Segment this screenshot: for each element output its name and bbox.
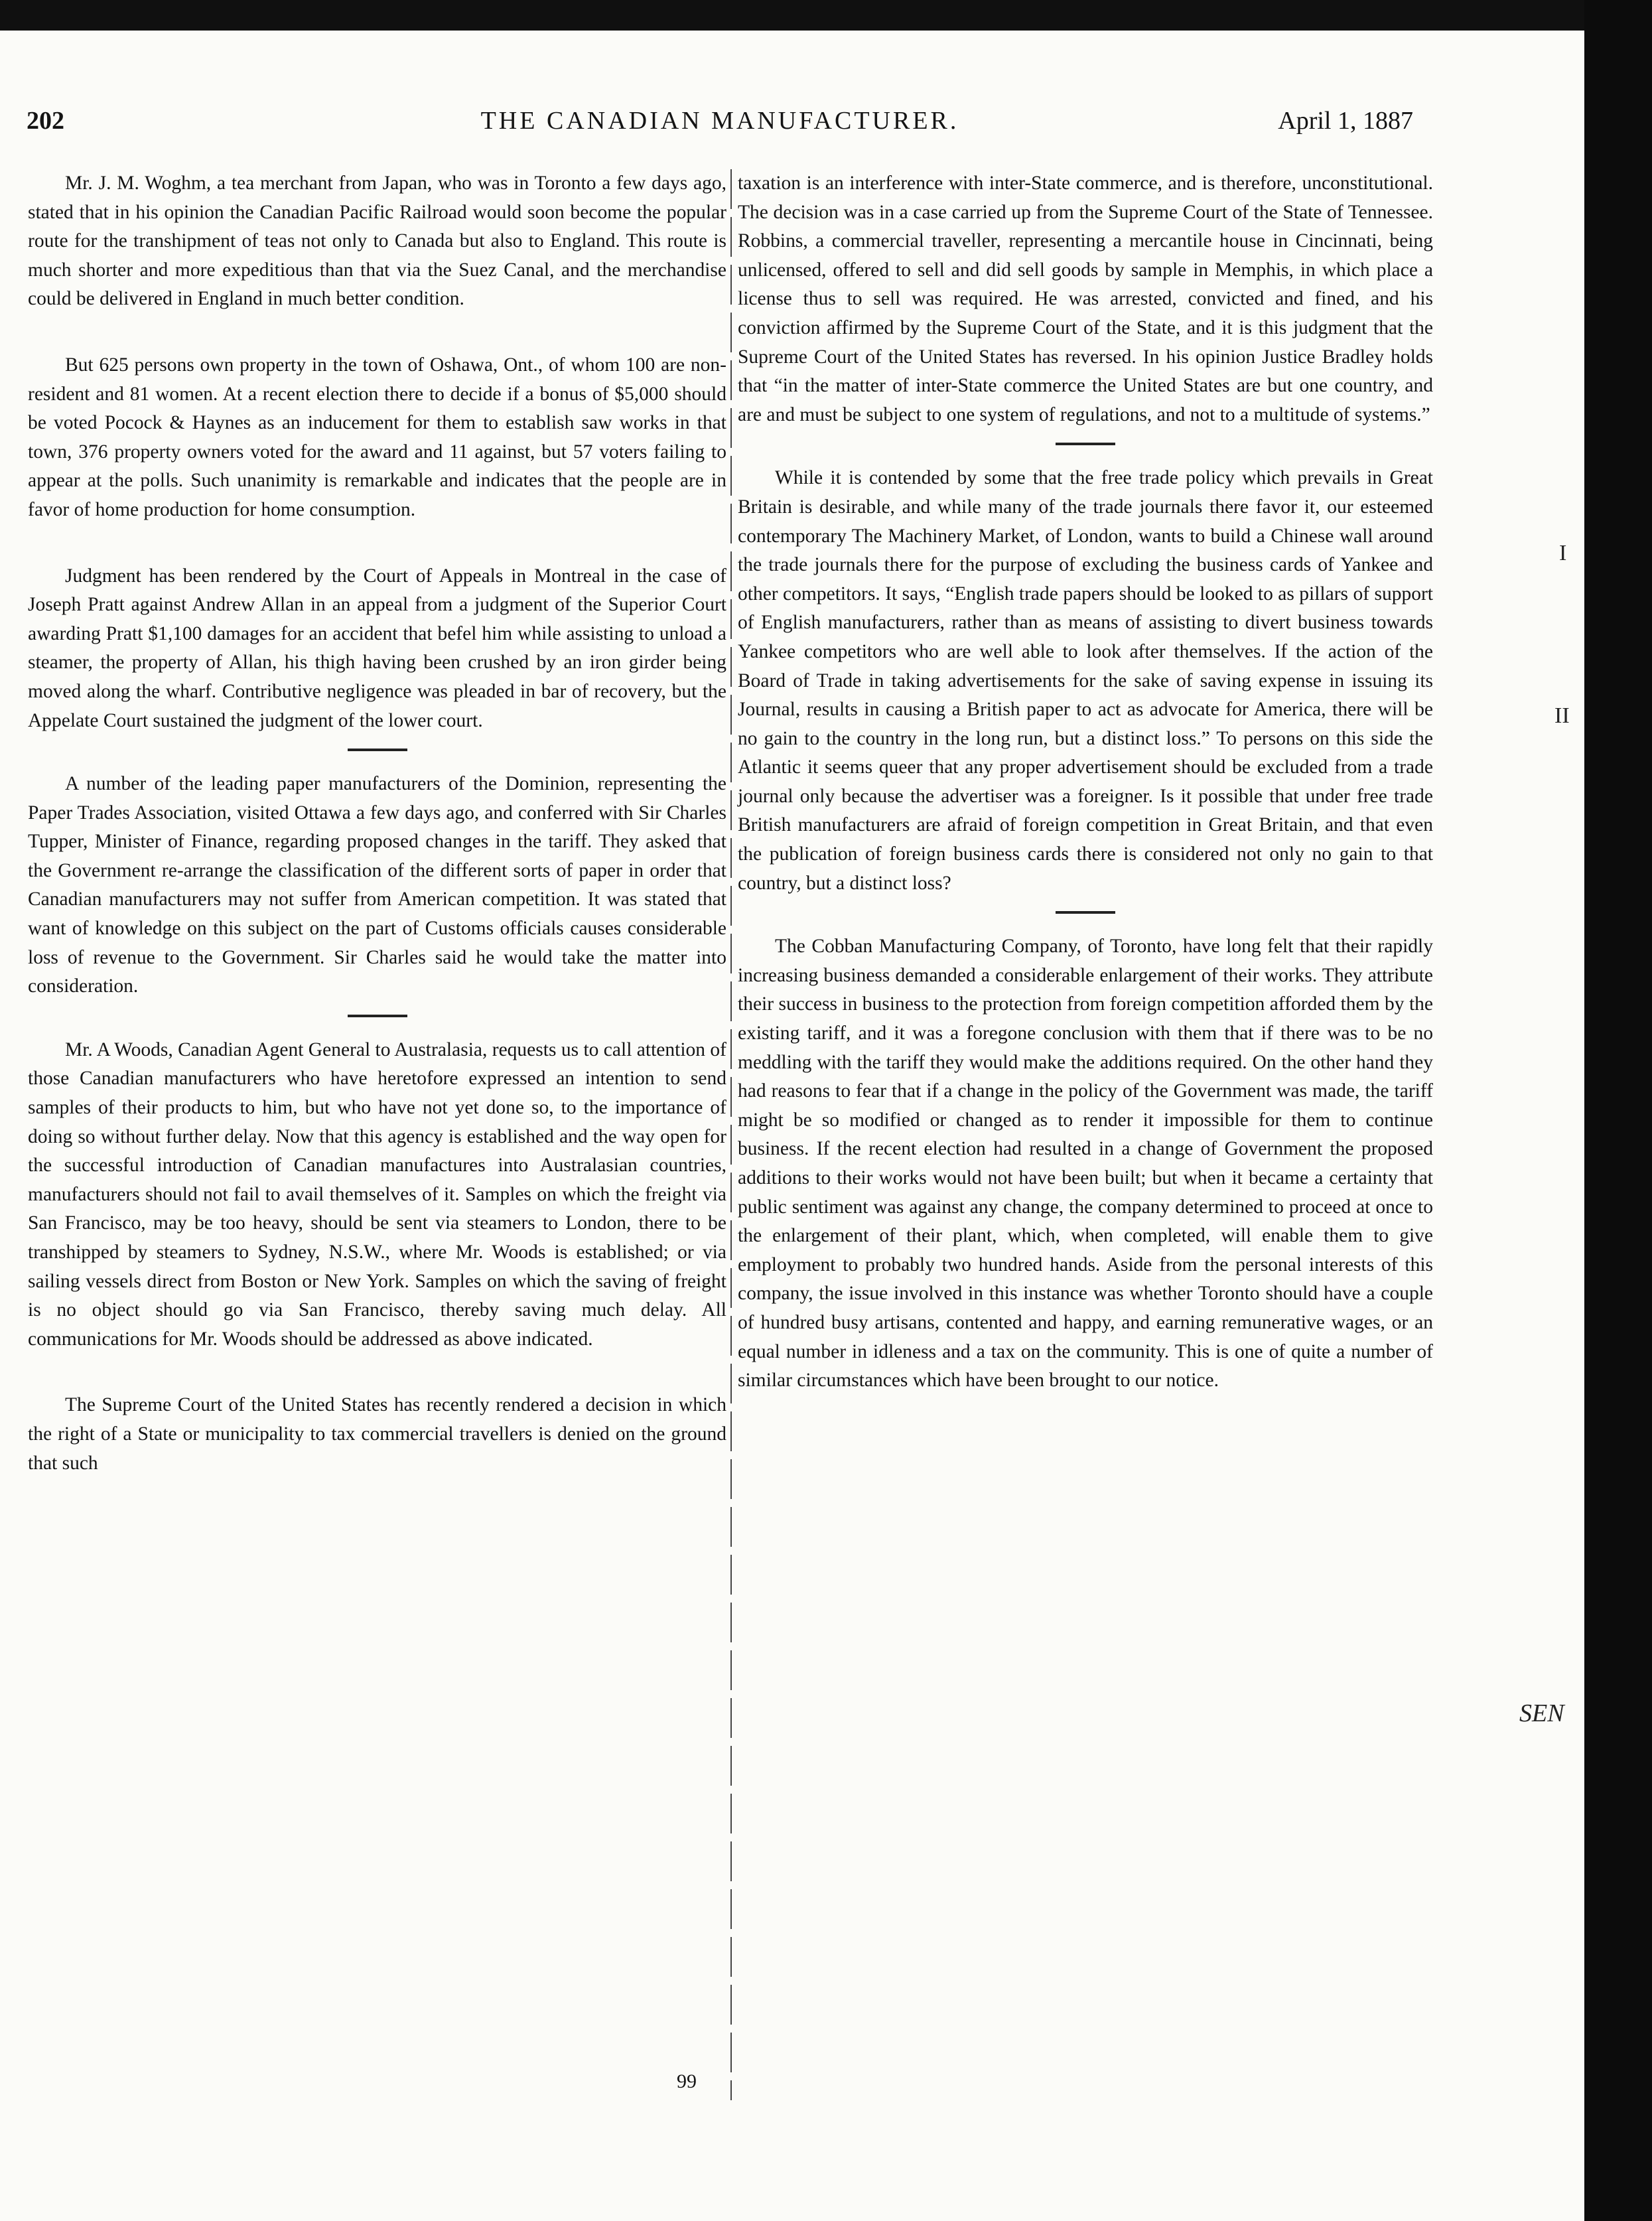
page-number: 202 bbox=[27, 107, 64, 135]
left-column bbox=[28, 169, 726, 1478]
scan-top-border bbox=[0, 0, 1652, 31]
margin-mark: I bbox=[1559, 541, 1567, 565]
folio-number: 99 bbox=[677, 2070, 697, 2092]
article-woghm-tea: Mr. J. M. Woghm, a tea merchant from Japan, who was in Toronto a few days ago, stated that in his opinion the Canadian Pacific Railroad would soon become the popular route for the transhipment of teas not only to Canada but also to England. This route is much shorter and more expeditious than that via the Suez Canal, and the merchandise could be delivered in England in much better condition. bbox=[28, 173, 726, 310]
issue-date: April 1, 1887 bbox=[1278, 107, 1413, 135]
article-woods-australasia: Mr. A Woods, Canadian Agent General to Australasia, requests us to call attention of those Canadian manufacturers who have heretofore expressed an intention to send samples of their products to him, but who have not yet done so, to the importance of doing so without further delay. Now that this agency is established and the way open for the successful introduction of Canadian manufactures into Australasian countries, manufacturers should not fail to avail themselves of it. Samples on which the freight via San Francisco, may be too heavy, should be sent via steamers to London, there to be transhipped by steamers to Sydney, N.S.W., where Mr. Woods is established; or via sailing vessels direct from Boston or New York. Samples on which the saving of freight is no object should go via San Francisco, thereby saving much delay. All communications for Mr. Woods should be addressed as above indicated. bbox=[28, 1039, 726, 1350]
article-separator bbox=[1056, 443, 1115, 445]
article-supreme-court: The Supreme Court of the United States has recently rendered a decision in which the right of a State or municipality to tax commercial travellers is denied on the ground that such bbox=[28, 1394, 726, 1474]
right-column bbox=[738, 169, 1433, 1396]
article-oshawa-bonus: But 625 persons own property in the town of Oshawa, Ont., of whom 100 are non-resident and 81 women. At a recent election there to decide if a bonus of $5,000 should be voted Pocock & Haynes as an inducement for them to establish saw works in that town, 376 property owners voted for the award and 11 against, but 57 voters failing to appear at the polls. Such unanimity is remarkable and indicates that the people are in favor of home production for home consumption. bbox=[28, 354, 726, 520]
margin-mark: II bbox=[1554, 703, 1570, 728]
article-free-trade-journals: While it is contended by some that the free trade policy which prevails in Great Britain is desirable, and while many of the trade journals there favor it, our esteemed contemporary The Machinery Market, of London, wants to build a Chinese wall around the trade journals there for the purpose of excluding the business cards of Yankee and other competitors. It says, “English trade papers should be looked to as pillars of support of English manufacturers, rather than as means of assisting to divert business towards Yankee competitors who are well able to look after themselves. If the action of the Board of Trade in taking advertisements for the sake of saving expense in issuing its Journal, results in causing a British paper to act as advocate for America, there will be no gain to the country in the long run, but a distinct loss.” To persons on this side the Atlantic it seems queer that any proper advertisement should be excluded from a trade journal only because the advertiser was a foreigner. Is it possible that under free trade British manufacturers are afraid of foreign competition in Great Britain, and that even the publication of foreign business cards there is considered not only no gain to that country, but a distinct loss? bbox=[738, 467, 1433, 894]
scan-right-border bbox=[1584, 0, 1652, 2221]
article-separator bbox=[348, 749, 407, 751]
journal-title: THE CANADIAN MANUFACTURER. bbox=[480, 107, 959, 135]
article-separator bbox=[1056, 911, 1115, 914]
article-pratt-judgment: Judgment has been rendered by the Court of Appeals in Montreal in the case of Joseph Pratt against Andrew Allan in an appeal from a judgment of the Superior Court awarding Pratt $1,100 damages for an accident that befel him while assisting to unload a steamer, the property of Allan, his thigh having been crushed by an iron girder being moved along the wharf. Contributive negligence was pleaded in bar of recovery, but the Appelate Court sustained the judgment of the lower court. bbox=[28, 565, 726, 731]
article-paper-manufacturers: A number of the leading paper manufacturers of the Dominion, representing the Paper Trades Association, visited Ottawa a few days ago, and conferred with Sir Charles Tupper, Minister of Finance, regarding proposed changes in the tariff. They asked that the Government re-arrange the classification of the different sorts of paper in order that Canadian manufacturers may not suffer from American competition. It was stated that want of knowledge on this subject on the part of Customs officials causes considerable loss of revenue to the Government. Sir Charles said he would take the matter into consideration. bbox=[28, 773, 726, 997]
article-separator bbox=[348, 1015, 407, 1017]
article-supreme-court-continued: taxation is an interference with inter-State commerce, and is therefore, unconstitutional. The decision was in a case carried up from the Supreme Court of the State of Tennessee. Robbins, a commercial traveller, representing a mercantile house in Cincinnati, being unlicensed, offered to sell and did sell goods by sample in Memphis, in which place a license thus to sell was required. He was arrested, convicted and fined, and his conviction affirmed by the Supreme Court of the State, and it is this judgment that the Supreme Court of the United States has reversed. In his opinion Justice Bradley holds that “in the matter of inter-State commerce the United States are but one country, and are and must be subject to one system of regulations, and not to a multitude of systems.” bbox=[738, 173, 1433, 425]
column-divider bbox=[730, 169, 732, 2100]
margin-mark: SEN bbox=[1519, 1699, 1564, 1727]
page-header bbox=[27, 106, 1413, 146]
article-cobban-manufacturing: The Cobban Manufacturing Company, of Toronto, have long felt that their rapidly increasing business demanded a considerable enlargement of their works. They attribute their success in business to the protection from foreign competition afforded them by the existing tariff, and it was a foregone conclusion with them that if there was to be no meddling with the tariff they would make the additions required. On the other hand they had reasons to fear that if a change in the policy of the Government was made, the tariff might be so modified or changed as to render it impossible for them to continue business. If the recent election had resulted in a change of Government the proposed additions to their works would not have been built; but when it became a certainty that public sentiment was against any change, the company determined to proceed at once to the enlargement of their plant, which, when completed, will enable them to give employment to probably two hundred hands. Aside from the personal interests of this company, the issue involved in this instance was whether Toronto should have a couple of hundred busy artisans, contented and happy, and earning remunerative wages, or an equal number in idleness and a tax on the community. This is one of quite a number of similar circumstances which have been brought to our notice. bbox=[738, 936, 1433, 1392]
